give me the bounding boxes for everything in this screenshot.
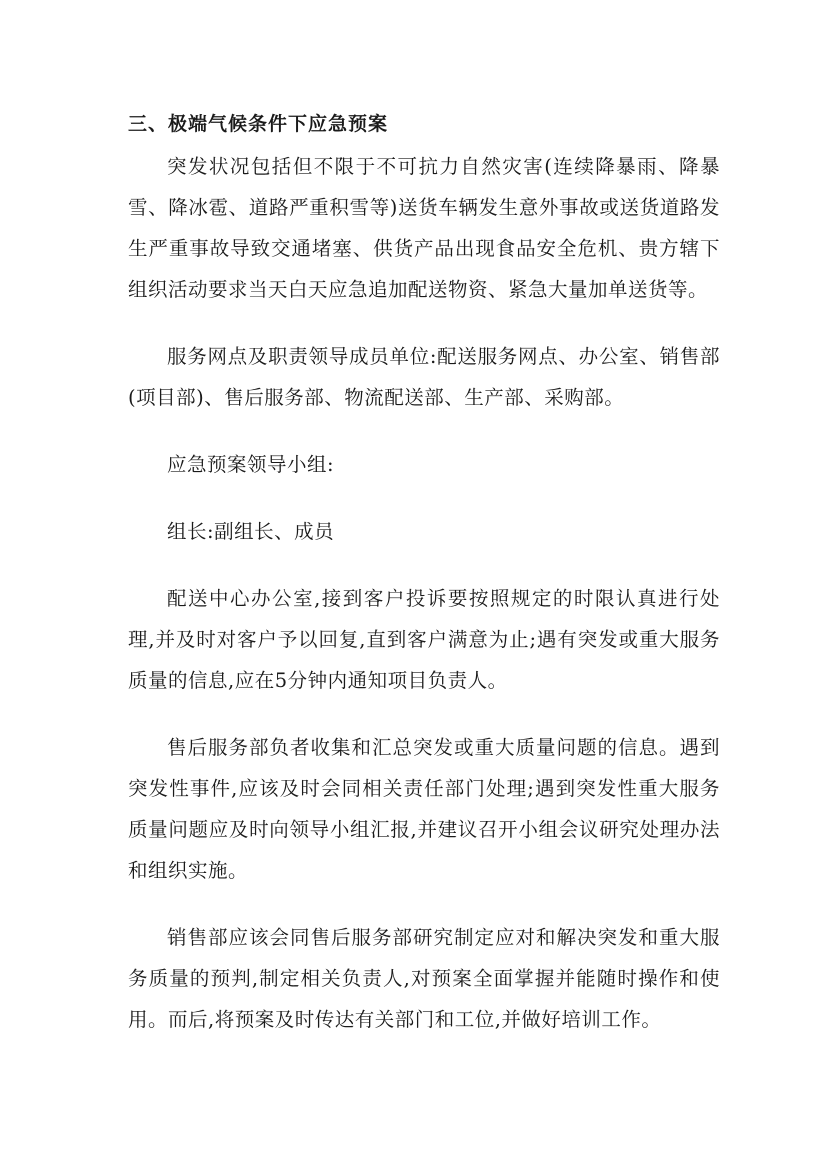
paragraph-office-duties: 配送中心办公室,接到客户投诉要按照规定的时限认真进行处理,并及时对客户予以回复,直到客户满意为止;遇有突发或重大服务质量的信息,应在5分钟内通知项目负责人。 (128, 587, 720, 692)
paragraph-group-members: 组长:副组长、成员 (167, 520, 335, 543)
document-body (128, 108, 720, 1040)
paragraph-service-units: 服务网点及职责领导成员单位:配送服务网点、办公室、销售部(项目部)、售后服务部、物流配送部、生产部、采购部。 (128, 345, 720, 409)
paragraph-after-sales-duties: 售后服务部负者收集和汇总突发或重大质量问题的信息。遇到突发性事件,应该及时会同相关责任部门处理;遇到突发性重大服务质量问题应及时向领导小组汇报,并建议召开小组会议研究处理办法和组织实施。 (128, 736, 720, 882)
paragraph-leadership-group: 应急预案领导小组: (167, 453, 335, 476)
section-heading: 三、极端气候条件下应急预案 (128, 113, 389, 135)
paragraph-emergency-scope: 突发状况包括但不限于不可抗力自然灾害(连续降暴雨、降暴雪、降冰雹、道路严重积雪等)送货车辆发生意外事故或送货道路发生严重事故导致交通堵塞、供货产品出现食品安全危机、贵方辖下组织活动要求当天白天应急追加配送物资、紧急大量加单送货等。 (128, 155, 720, 301)
paragraph-sales-duties: 销售部应该会同售后服务部研究制定应对和解决突发和重大服务质量的预判,制定相关负责人,对预案全面掌握并能随时操作和使用。而后,将预案及时传达有关部门和工位,并做好培训工作。 (128, 926, 720, 1031)
